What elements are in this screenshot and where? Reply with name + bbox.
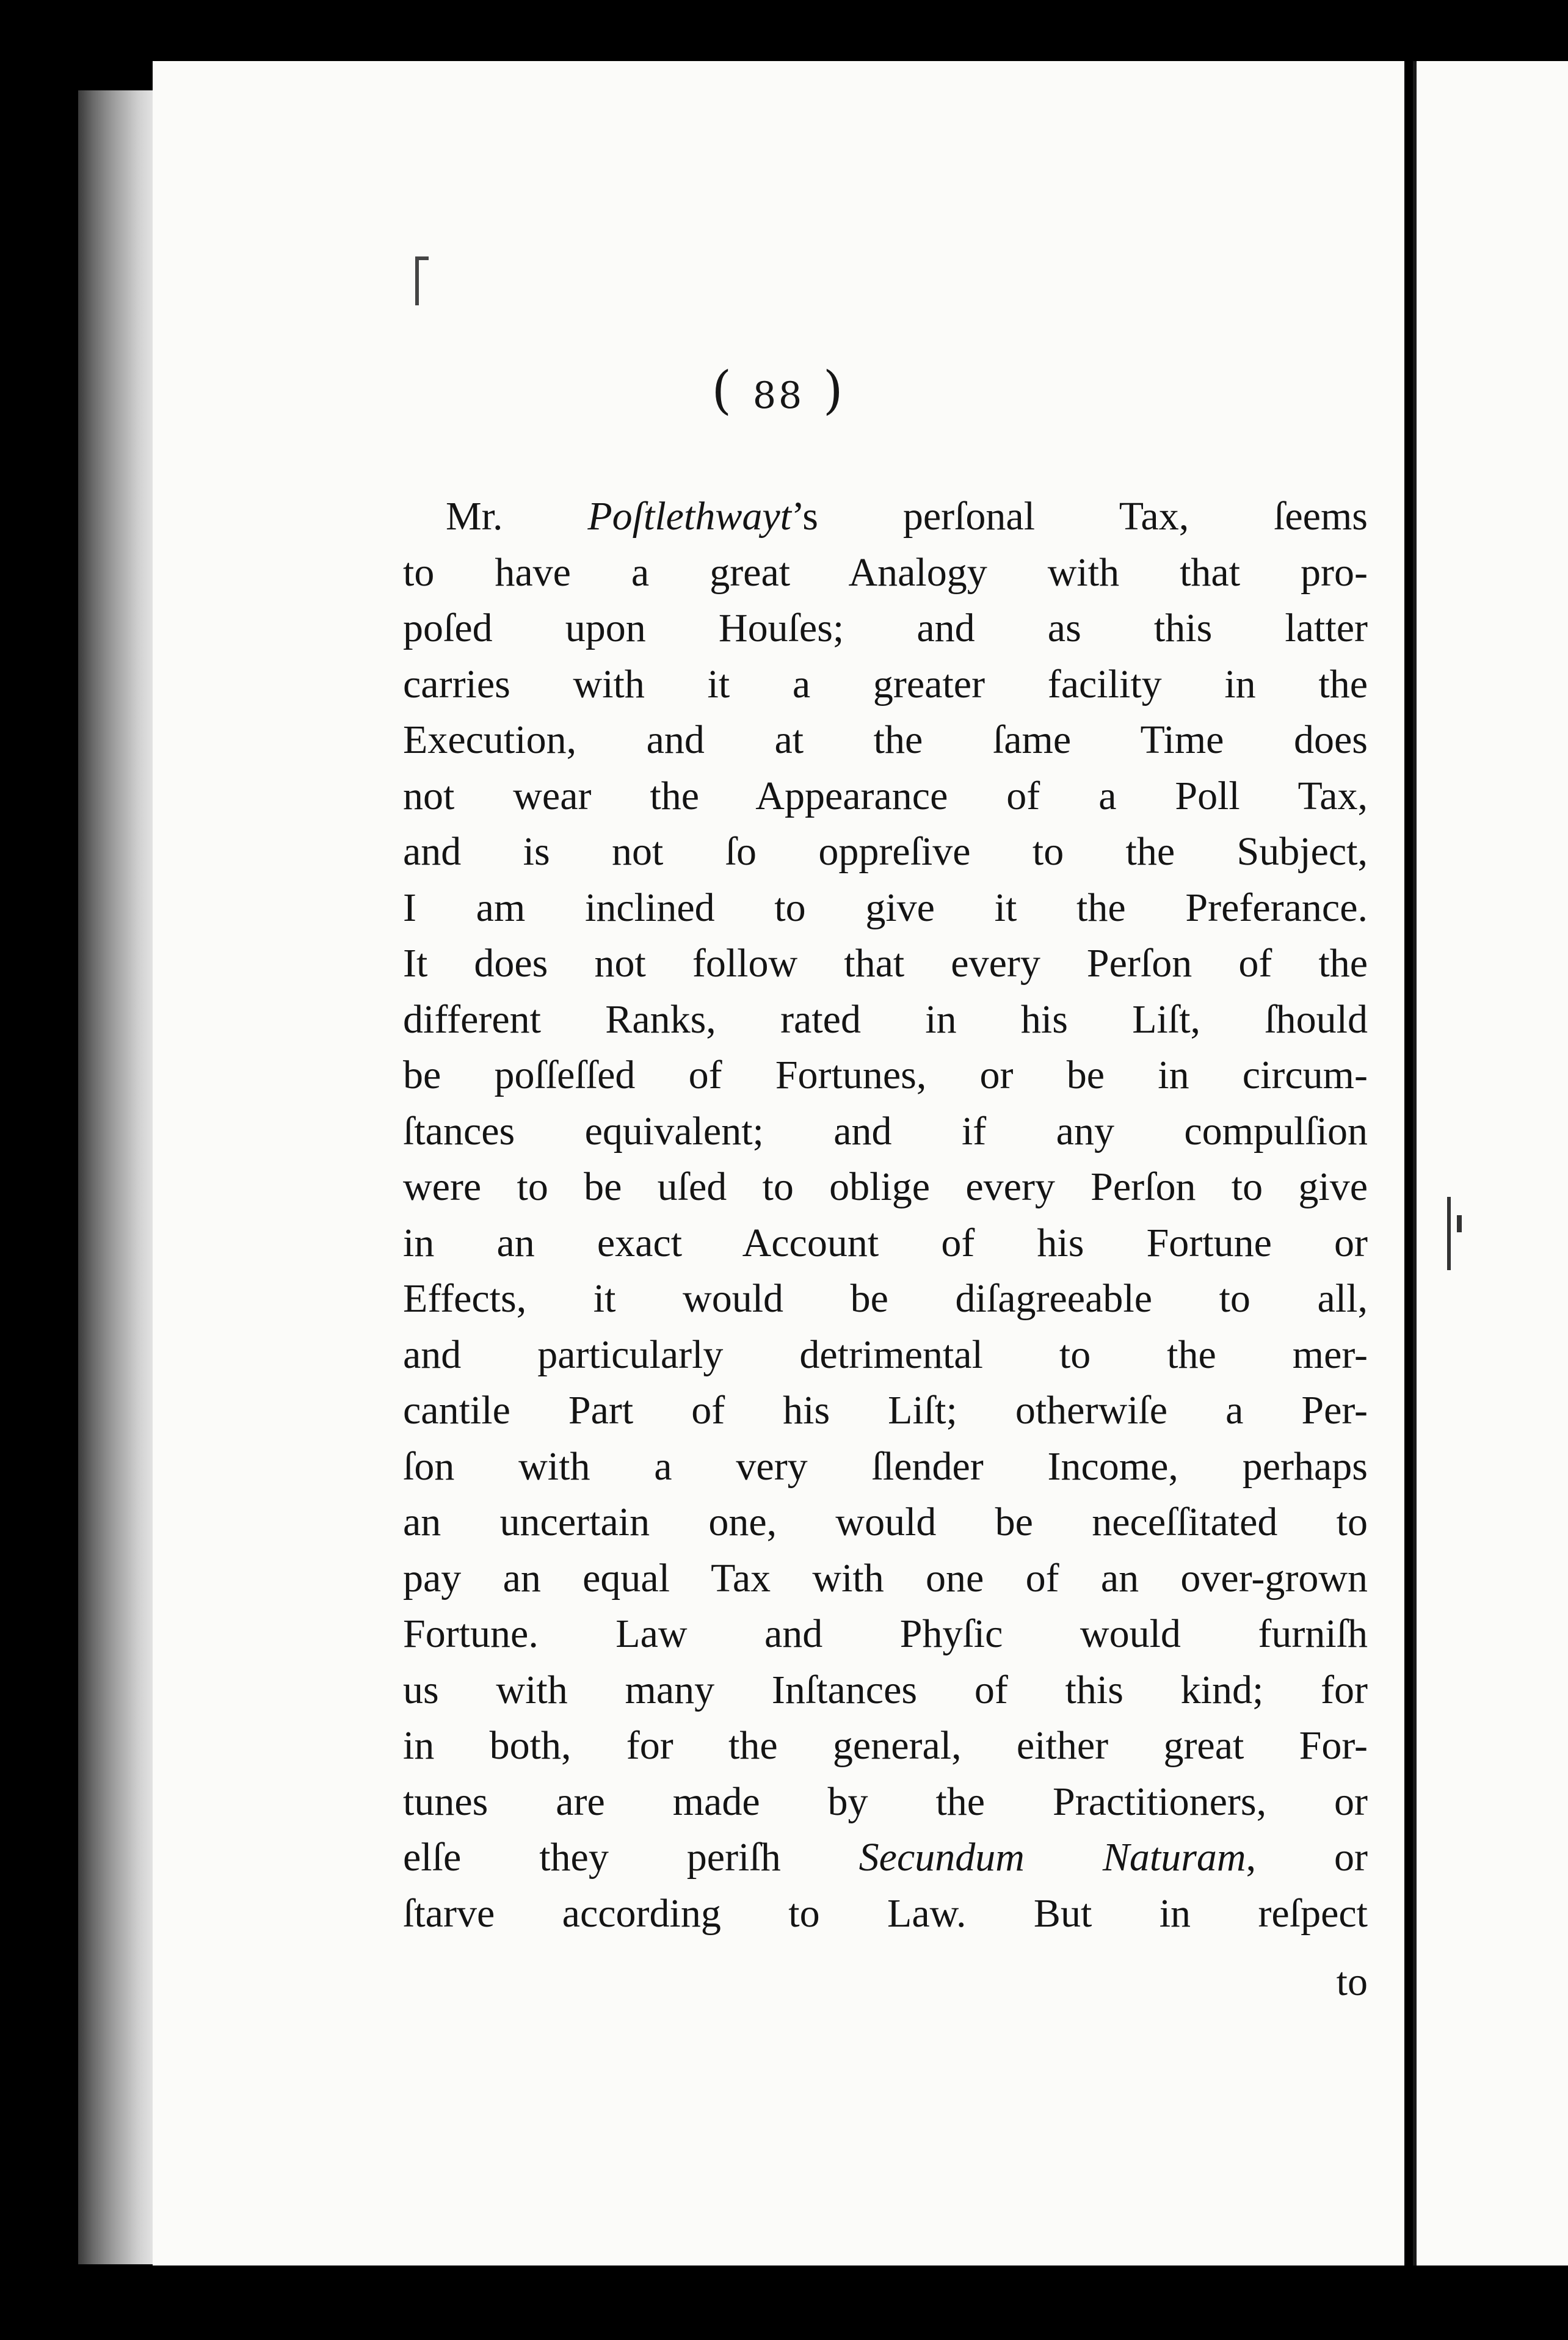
text-line: Effects, it would be diſagreeable to all,: [403, 1276, 1368, 1321]
folio-number: 88: [752, 374, 805, 417]
text-line: elſe they periſh Secundum Naturam, or: [403, 1835, 1368, 1880]
italic-name: Poſtlethwayt: [587, 494, 791, 539]
text-line: Fortune. Law and Phyſic would furniſh: [403, 1611, 1368, 1656]
text-line: Mr. Poſtlethwayt’s perſonal Tax, ſeems: [446, 494, 1368, 539]
text-line: ſon with a very ſlender Income, perhaps: [403, 1444, 1368, 1489]
book-page: [153, 61, 1404, 2266]
folio-paren-close: ): [804, 360, 846, 420]
text-line: an uncertain one, would be neceſſitated to: [403, 1500, 1368, 1544]
text-line: Execution, and at the ſame Time does: [403, 718, 1368, 762]
facing-page-edge: [1413, 61, 1568, 2266]
text-line: poſed upon Houſes; and as this latter: [403, 606, 1368, 650]
text-line: and is not ſo oppreſive to the Subject,: [403, 829, 1368, 874]
text-line: and particularly detrimental to the mer-: [403, 1332, 1368, 1377]
text-line: not wear the Appearance of a Poll Tax,: [403, 773, 1368, 818]
text-line: carries with it a greater facility in the: [403, 661, 1368, 707]
page-number: [153, 360, 1404, 420]
text-line: pay an equal Tax with one of an over-grown: [403, 1555, 1368, 1601]
text-line: in both, for the general, either great For-: [403, 1723, 1368, 1768]
catchword: to: [1336, 1960, 1368, 2004]
text-line: different Ranks, rated in his Liſt, ſhould: [403, 997, 1368, 1042]
text-line: cantile Part of his Liſt; otherwiſe a Per-: [403, 1388, 1368, 1433]
ink-speck: [1457, 1215, 1462, 1232]
folio-paren-open: (: [711, 360, 753, 420]
text-line: were to be uſed to oblige every Perſon to give: [403, 1165, 1368, 1209]
text-line: ſtarve according to Law. But in reſpect: [403, 1891, 1368, 1936]
text-line: ſtances equivalent; and if any compulſion: [403, 1108, 1368, 1154]
ink-speck: [415, 256, 429, 260]
text-line: in an exact Account of his Fortune or: [403, 1220, 1368, 1265]
text-line: tunes are made by the Practitioners, or: [403, 1779, 1368, 1824]
text-line: be poſſeſſed of Fortunes, or be in circum-: [403, 1053, 1368, 1097]
text-line: I am inclined to give it the Preferance.: [403, 885, 1368, 930]
text-line: to have a great Analogy with that pro-: [403, 550, 1368, 595]
page-edge-shadow: [78, 90, 164, 2264]
text-line: us with many Inſtances of this kind; for: [403, 1667, 1368, 1712]
body-text: [403, 489, 1368, 1941]
text-line: It does not follow that every Perſon of the: [403, 941, 1368, 986]
ink-speck: [1447, 1197, 1451, 1270]
italic-phrase: Secundum Naturam: [858, 1835, 1246, 1880]
ink-speck: [415, 256, 419, 305]
